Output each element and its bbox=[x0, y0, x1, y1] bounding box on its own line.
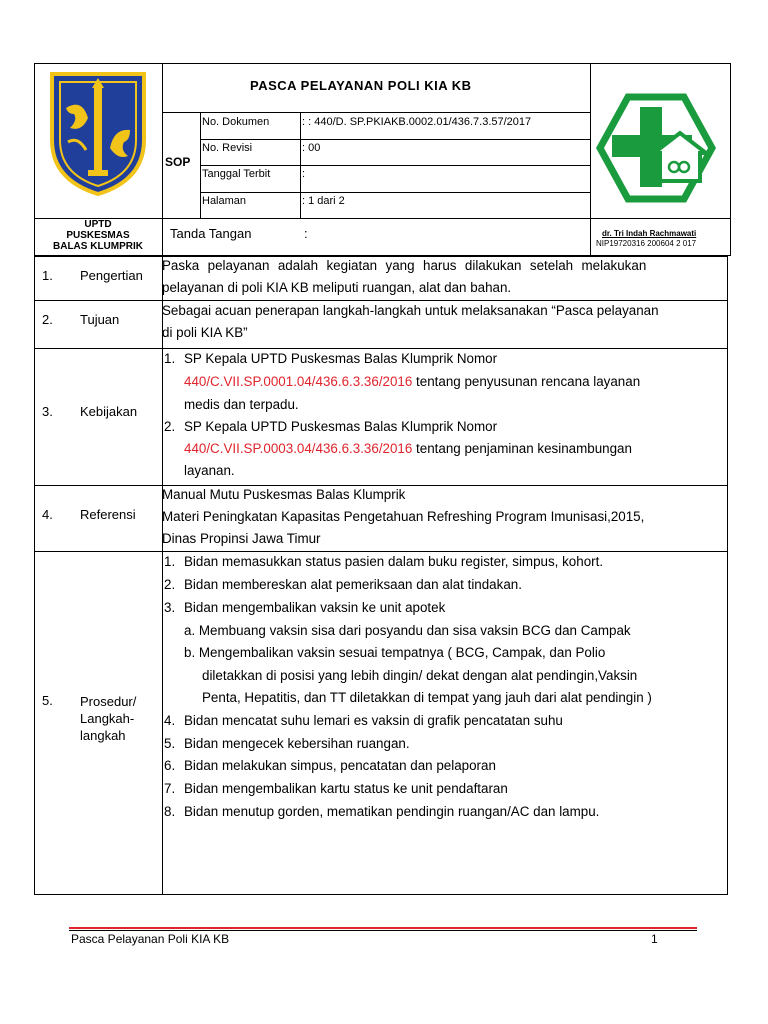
signature-colon: : bbox=[304, 226, 308, 241]
kebijakan-1-ref-after: tentang penyusunan rencana layanan bbox=[412, 374, 641, 389]
kebijakan-1-text: SP Kepala UPTD Puskesmas Balas Klumprik Nomor bbox=[184, 351, 498, 366]
field-label-no-revisi: No. Revisi bbox=[202, 142, 253, 154]
org-name bbox=[34, 219, 162, 252]
field-value-halaman: : 1 dari 2 bbox=[302, 195, 345, 207]
tujuan-line-1: Sebagai acuan penerapan langkah-langkah untuk melaksanakan “Pasca pelayanan bbox=[162, 303, 659, 318]
pengertian-line-1: Paska pelayanan adalah kegiatan yang harus dilakukan setelah melakukan bbox=[162, 258, 647, 273]
field-value-no-revisi: : 00 bbox=[302, 142, 321, 154]
org-line-3: BALAS KLUMPRIK bbox=[53, 241, 143, 252]
puskesmas-logo bbox=[596, 93, 716, 203]
signer-name: dr. Tri Indah Rachmawati bbox=[602, 229, 697, 238]
prosedur-step-1-number: 1. bbox=[164, 554, 176, 569]
prosedur-step-6: Bidan melakukan simpus, pencatatan dan pelaporan bbox=[184, 758, 496, 773]
field-value-no-dokumen: : : 440/D. SP.PKIAKB.0002.01/436.7.3.57/2017 bbox=[302, 116, 532, 128]
prosedur-step-3: Bidan mengembalikan vaksin ke unit apotek bbox=[184, 600, 446, 615]
prosedur-step-3b: b. Mengembalikan vaksin sesuai tempatnya ( BCG, Campak, dan Polio bbox=[184, 645, 606, 660]
section-1-label: Pengertian bbox=[80, 268, 143, 283]
signer-nip: NIP19720316 200604 2 017 bbox=[596, 239, 697, 248]
footer-rule-red bbox=[69, 927, 697, 929]
prosedur-step-1: Bidan memasukkan status pasien dalam buku register, simpus, kohort. bbox=[184, 554, 604, 569]
prosedur-step-8-number: 8. bbox=[164, 804, 176, 819]
prosedur-step-5-number: 5. bbox=[164, 736, 176, 751]
prosedur-step-3a: a. Membuang vaksin sisa dari posyandu dan sisa vaksin BCG dan Campak bbox=[184, 623, 631, 638]
org-line-1: UPTD bbox=[84, 219, 112, 230]
prosedur-step-3b-cont-1: diletakkan di posisi yang lebih dingin/ dekat dengan alat pendingin,Vaksin bbox=[202, 668, 638, 683]
section-5-label-line-1: Prosedur/ bbox=[80, 694, 137, 709]
kebijakan-2-text: SP Kepala UPTD Puskesmas Balas Klumprik Nomor bbox=[184, 419, 498, 434]
field-value-tanggal-terbit: : bbox=[302, 168, 306, 180]
prosedur-step-2: Bidan membereskan alat pemeriksaan dan alat tindakan. bbox=[184, 577, 522, 592]
prosedur-step-3b-cont-2: Penta, Hepatitis, dan TT diletakkan di tempat yang jauh dari alat pendingin ) bbox=[202, 690, 652, 705]
document-title: PASCA PELAYANAN POLI KIA KB bbox=[250, 78, 472, 93]
section-5-label-line-3: langkah bbox=[80, 728, 126, 743]
kebijakan-1-ref-line bbox=[184, 374, 640, 389]
signature-label: Tanda Tangan bbox=[170, 226, 252, 241]
prosedur-step-6-number: 6. bbox=[164, 758, 176, 773]
field-label-no-dokumen: No. Dokumen bbox=[202, 116, 270, 128]
section-2-label: Tujuan bbox=[80, 312, 120, 327]
kebijakan-2-ref-after: tentang penjaminan kesinambungan bbox=[412, 441, 632, 456]
org-line-2: PUSKESMAS bbox=[66, 230, 130, 241]
kebijakan-2-cont: layanan. bbox=[184, 463, 235, 478]
section-4-number: 4. bbox=[42, 507, 53, 522]
field-label-tanggal-terbit: Tanggal Terbit bbox=[202, 168, 271, 180]
field-label-halaman: Halaman bbox=[202, 195, 247, 207]
footer-rule-black bbox=[69, 930, 697, 931]
section-4-label: Referensi bbox=[80, 507, 136, 522]
surabaya-crest-logo bbox=[48, 70, 148, 198]
kebijakan-2-ref-line bbox=[184, 441, 632, 456]
prosedur-step-4-number: 4. bbox=[164, 713, 176, 728]
tujuan-line-2: di poli KIA KB” bbox=[162, 325, 248, 340]
referensi-line-2: Materi Peningkatan Kapasitas Pengetahuan Refreshing Program Imunisasi,2015, bbox=[162, 509, 645, 524]
kebijakan-1-number: 1. bbox=[164, 351, 176, 366]
section-5-label-line-2: Langkah- bbox=[80, 711, 135, 726]
prosedur-step-4: Bidan mencatat suhu lemari es vaksin di grafik pencatatan suhu bbox=[184, 713, 563, 728]
kebijakan-2-ref-number: 440/C.VII.SP.0003.04/436.6.3.36/2016 bbox=[184, 441, 413, 456]
sop-label: SOP bbox=[165, 155, 191, 169]
section-3-label: Kebijakan bbox=[80, 404, 138, 419]
prosedur-step-5: Bidan mengecek kebersihan ruangan. bbox=[184, 736, 410, 751]
prosedur-step-2-number: 2. bbox=[164, 577, 176, 592]
prosedur-step-7: Bidan mengembalikan kartu status ke unit pendaftaran bbox=[184, 781, 508, 796]
section-2-number: 2. bbox=[42, 312, 53, 327]
prosedur-step-8: Bidan menutup gorden, mematikan pendingin ruangan/AC dan lampu. bbox=[184, 804, 600, 819]
section-5-number: 5. bbox=[42, 693, 53, 708]
prosedur-step-7-number: 7. bbox=[164, 781, 176, 796]
kebijakan-1-ref-number: 440/C.VII.SP.0001.04/436.6.3.36/2016 bbox=[184, 374, 413, 389]
kebijakan-1-cont: medis dan terpadu. bbox=[184, 397, 299, 412]
section-5-label bbox=[80, 693, 136, 744]
prosedur-step-3-number: 3. bbox=[164, 600, 176, 615]
pengertian-line-2: pelayanan di poli KIA KB meliputi ruangan, alat dan bahan. bbox=[162, 280, 512, 295]
referensi-line-3: Dinas Propinsi Jawa Timur bbox=[162, 531, 321, 546]
section-1-number: 1. bbox=[42, 268, 53, 283]
footer-page-number: 1 bbox=[651, 932, 658, 946]
footer-title: Pasca Pelayanan Poli KIA KB bbox=[71, 932, 230, 946]
kebijakan-2-number: 2. bbox=[164, 419, 176, 434]
section-3-number: 3. bbox=[42, 404, 53, 419]
referensi-line-1: Manual Mutu Puskesmas Balas Klumprik bbox=[162, 487, 406, 502]
